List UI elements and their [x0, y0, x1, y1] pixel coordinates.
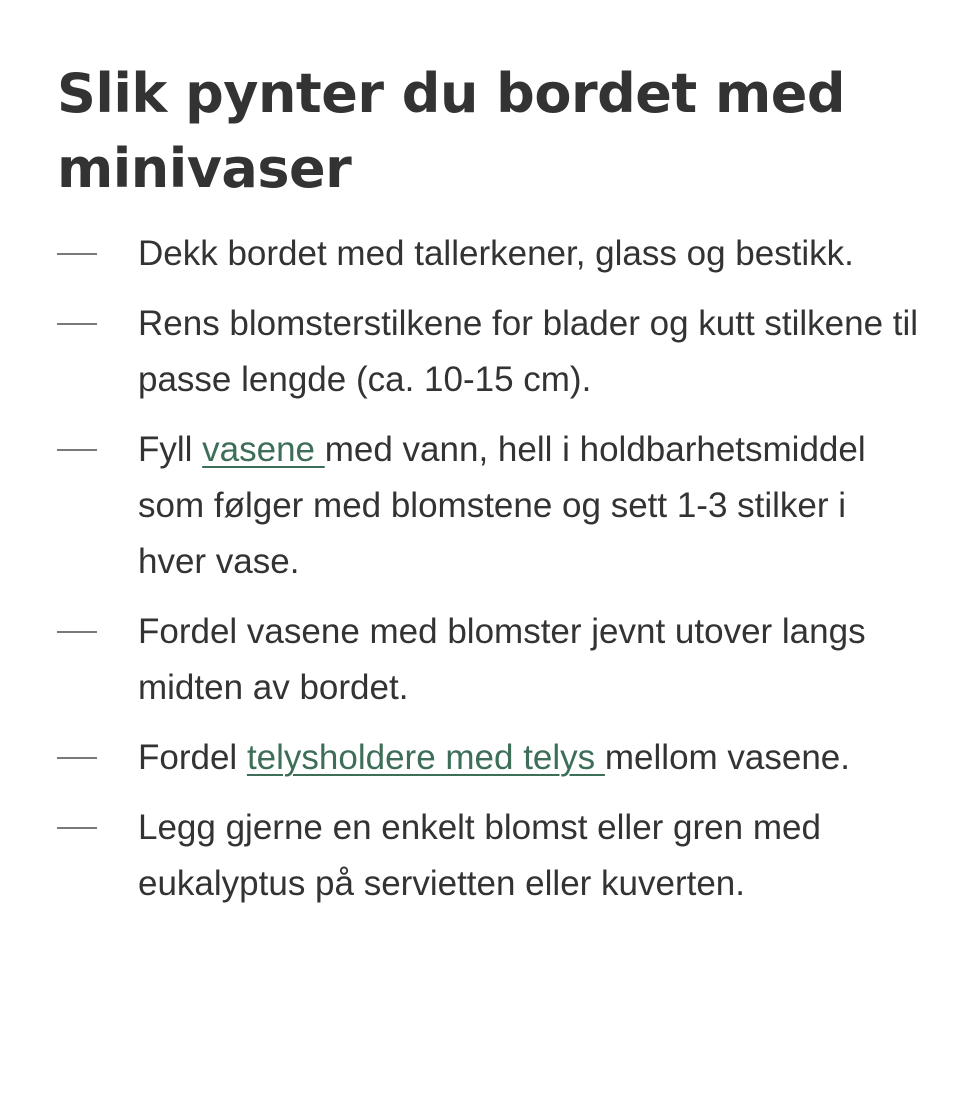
list-item: [0, 422, 960, 590]
dash-icon: [57, 827, 97, 829]
dash-icon: [57, 253, 97, 255]
step-text-before: Fordel: [138, 738, 247, 777]
step-text: Rens blomsterstilkene for blader og kutt stilkene til passe lengde (ca. 10-15 cm).: [138, 304, 919, 399]
dash-icon: [57, 757, 97, 759]
step-text-after: med vann, hell i holdbarhetsmiddel som følger med blomstene og sett 1-3 stilker i hver vase.: [138, 430, 866, 581]
telysholdere-link[interactable]: telysholdere med telys: [246, 738, 605, 777]
step-text: Legg gjerne en enkelt blomst eller gren med eukalyptus på servietten eller kuverten.: [138, 808, 821, 903]
list-item: [0, 730, 960, 786]
list-item: [0, 296, 960, 408]
list-item: [0, 800, 960, 912]
vasene-link[interactable]: vasene: [202, 430, 325, 469]
step-text: Dekk bordet med tallerkener, glass og bestikk.: [138, 234, 854, 273]
list-item: [0, 226, 960, 282]
dash-icon: [57, 323, 97, 325]
step-text: Fordel vasene med blomster jevnt utover langs midten av bordet.: [138, 612, 866, 707]
step-text-before: Fyll: [138, 430, 203, 469]
dash-icon: [57, 449, 97, 451]
steps-list: [0, 226, 960, 926]
dash-icon: [57, 631, 97, 633]
list-item: [0, 604, 960, 716]
step-text-after: mellom vasene.: [604, 738, 850, 777]
section-title: Slik pynter du bordet med minivaser: [57, 62, 846, 200]
